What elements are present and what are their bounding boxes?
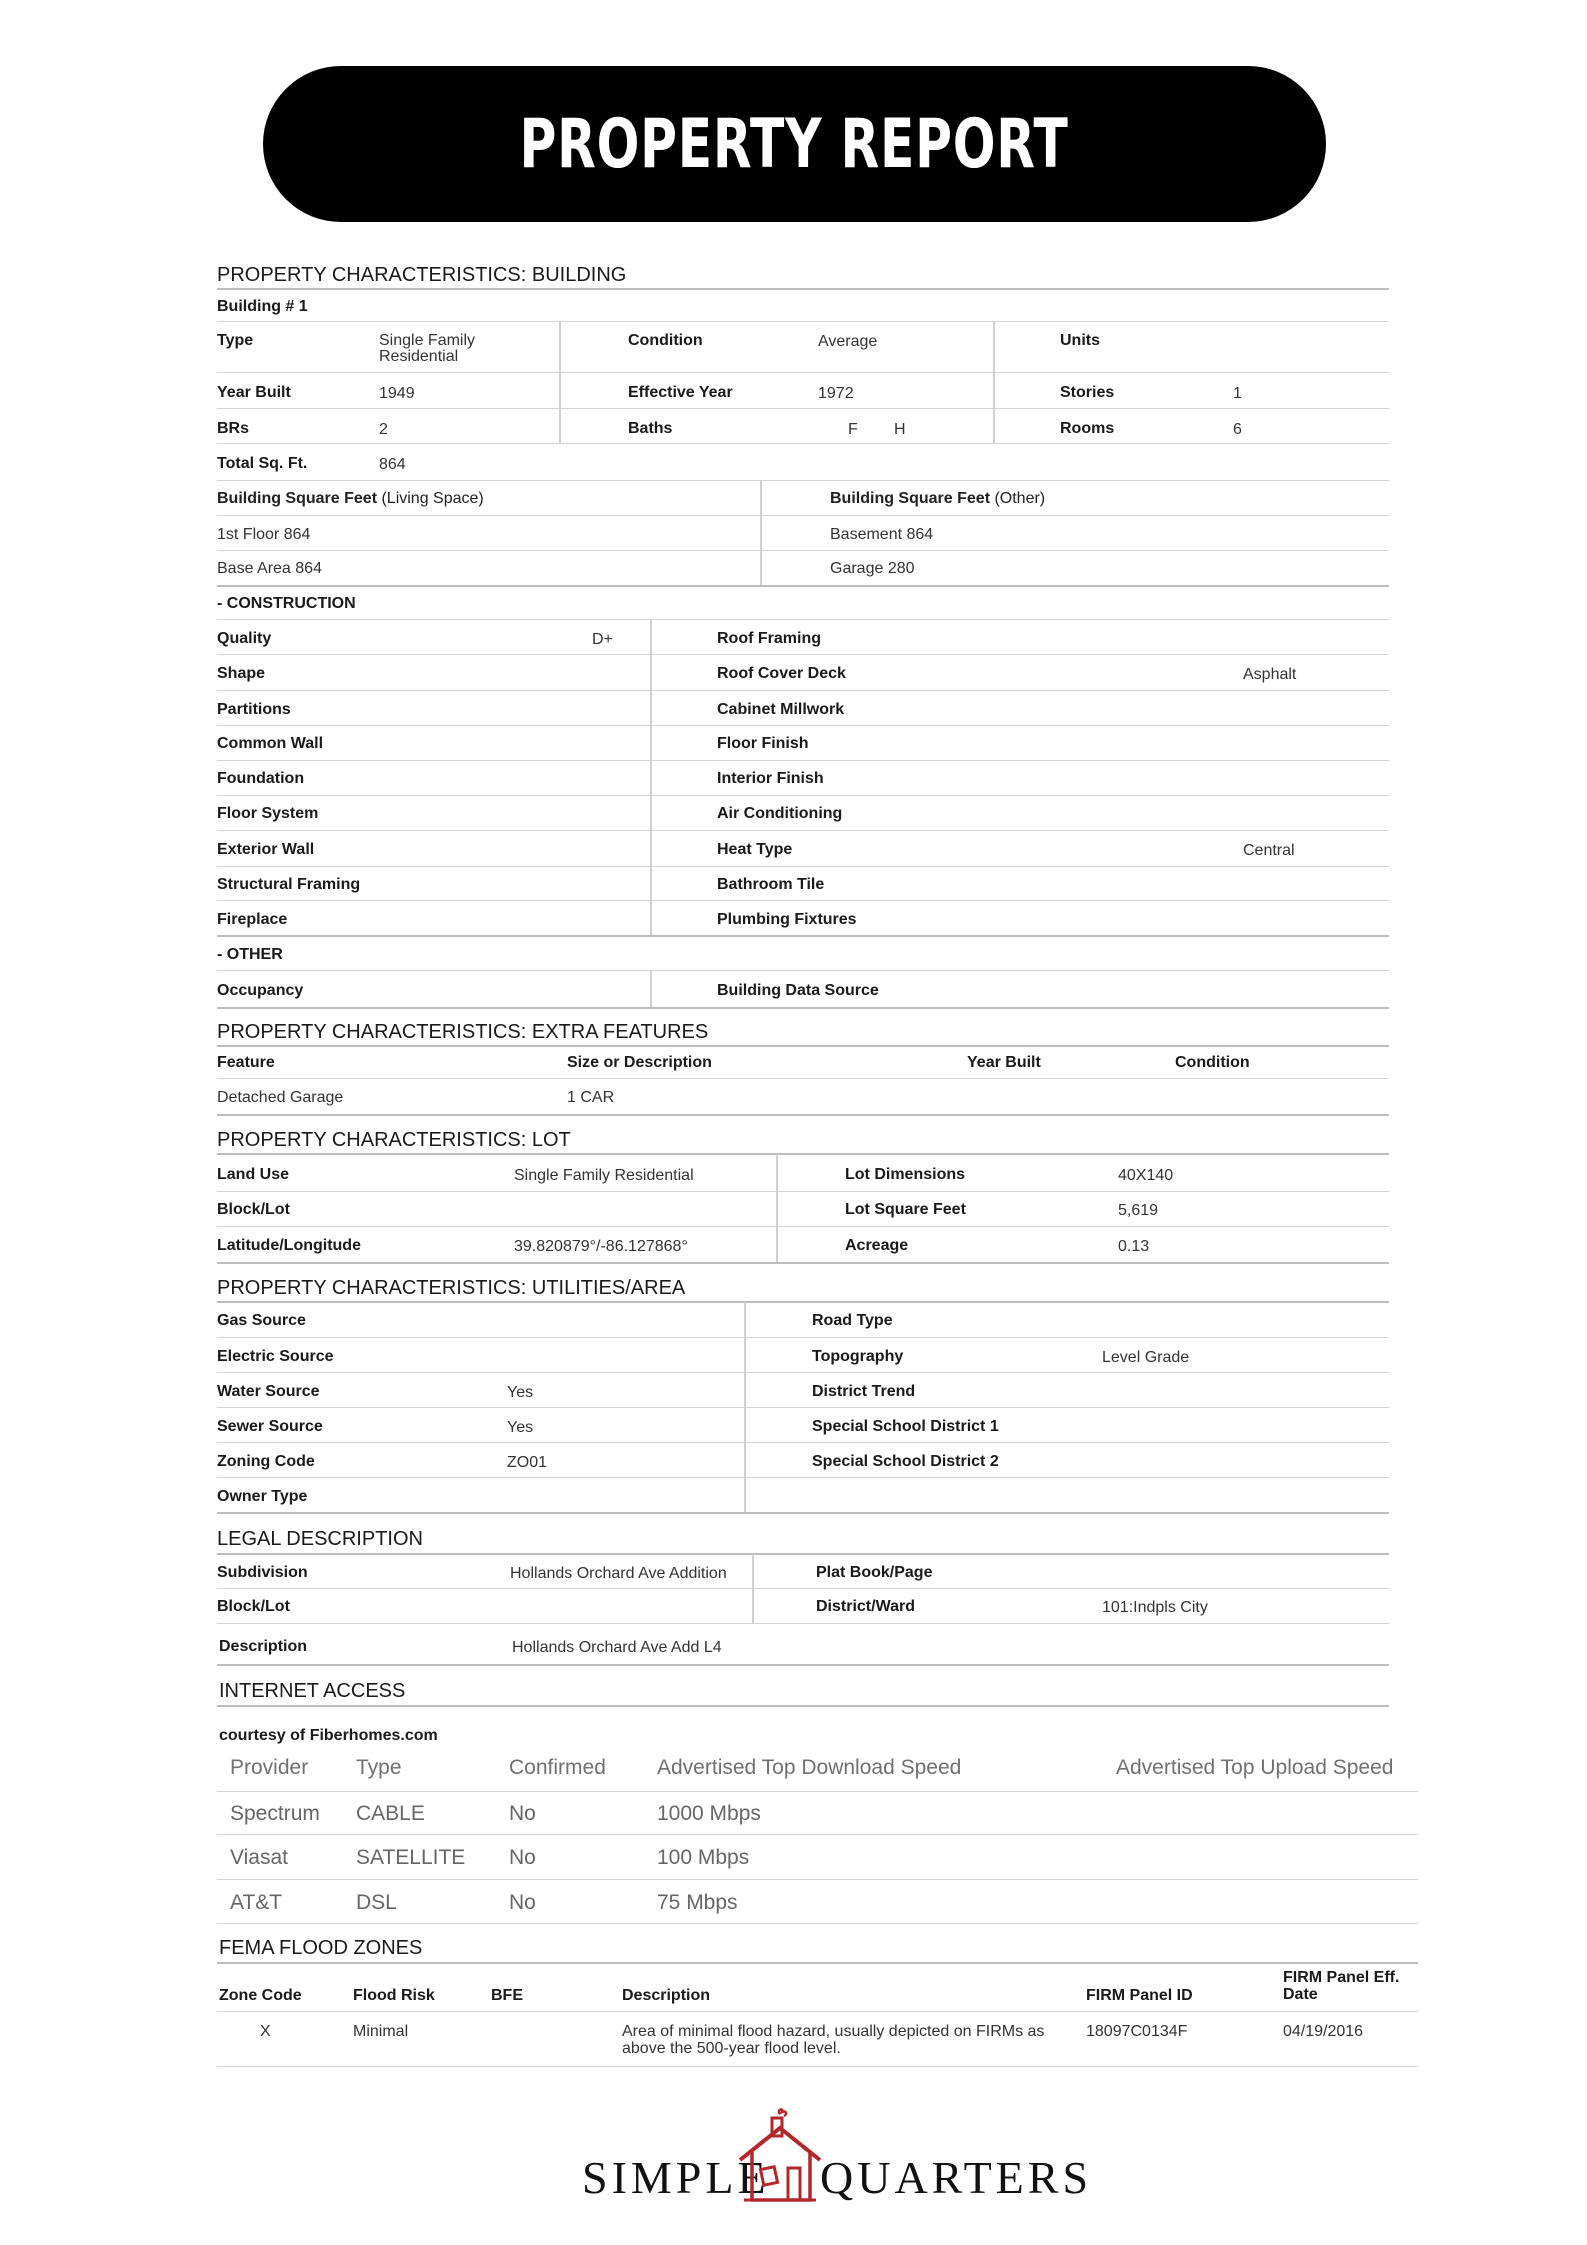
structural-framing-label: Structural Framing	[217, 876, 361, 893]
year-built-label: Year Built	[217, 384, 291, 401]
acreage-value: 0.13	[1118, 1238, 1150, 1255]
road-type-label: Road Type	[812, 1312, 893, 1329]
section-title-lot: PROPERTY CHARACTERISTICS: LOT	[217, 1129, 571, 1151]
lot-sqft-value: 5,619	[1118, 1202, 1159, 1219]
exterior-wall-label: Exterior Wall	[217, 841, 315, 858]
district-ward-label: District/Ward	[816, 1598, 915, 1615]
divider	[217, 1262, 1389, 1264]
fema-panel-id: 18097C0134F	[1086, 2023, 1188, 2040]
other-space-suffix: (Other)	[990, 490, 1046, 507]
section-title-extra-features: PROPERTY CHARACTERISTICS: EXTRA FEATURES	[217, 1021, 709, 1043]
extra-header-condition: Condition	[1175, 1054, 1250, 1071]
brs-value: 2	[379, 421, 388, 438]
divider	[217, 1512, 1389, 1514]
row-line	[217, 443, 1389, 444]
row-line	[217, 1791, 1418, 1792]
topography-label: Topography	[812, 1348, 904, 1365]
baths-half: H	[894, 421, 906, 438]
acreage-label: Acreage	[845, 1237, 909, 1254]
fema-flood-risk: Minimal	[353, 2023, 409, 2040]
fema-header-bfe: BFE	[491, 1987, 523, 2004]
row-line	[217, 1834, 1418, 1835]
column-divider	[559, 322, 561, 443]
type-label: Type	[217, 332, 254, 349]
roof-cover-value: Asphalt	[1243, 666, 1297, 683]
column-divider	[650, 971, 652, 1007]
quality-value: D+	[592, 631, 613, 648]
row-line	[217, 1588, 1389, 1589]
year-built-value: 1949	[379, 385, 415, 402]
row-line	[217, 1923, 1418, 1924]
row-line	[217, 1226, 1389, 1227]
baths-label: Baths	[628, 420, 673, 437]
logo-text-quarters: QUARTERS	[820, 2152, 1093, 2203]
row-line	[217, 1407, 1389, 1408]
water-source-value: Yes	[507, 1384, 534, 1401]
district-trend-label: District Trend	[812, 1383, 916, 1400]
row-line	[217, 654, 1389, 655]
school-district-1-label: Special School District 1	[812, 1418, 999, 1435]
fireplace-label: Fireplace	[217, 911, 288, 928]
row-line	[217, 2066, 1418, 2067]
lot-sqft-label: Lot Square Feet	[845, 1201, 966, 1218]
lot-block-lot-label: Block/Lot	[217, 1201, 290, 1218]
lot-dimensions-label: Lot Dimensions	[845, 1166, 966, 1183]
row-line	[217, 1337, 1389, 1338]
water-source-label: Water Source	[217, 1383, 320, 1400]
section-title-internet: INTERNET ACCESS	[219, 1680, 406, 1702]
building-number: Building # 1	[217, 298, 308, 315]
section-title-utilities: PROPERTY CHARACTERISTICS: UTILITIES/AREA	[217, 1277, 686, 1299]
fema-zone-code: X	[260, 2023, 271, 2040]
internet-header-confirmed: Confirmed	[509, 1756, 606, 1779]
internet-provider: Viasat	[230, 1846, 288, 1869]
extra-header-feature: Feature	[217, 1054, 275, 1071]
row-line	[217, 900, 1389, 901]
internet-provider: AT&T	[230, 1891, 283, 1914]
plat-book-label: Plat Book/Page	[816, 1564, 933, 1581]
divider	[217, 935, 1389, 937]
internet-download: 75 Mbps	[657, 1891, 738, 1914]
row-line	[217, 970, 1389, 971]
fema-header-panel-id: FIRM Panel ID	[1086, 1987, 1193, 2004]
row-line	[217, 372, 1389, 373]
divider	[217, 1007, 1389, 1009]
other-heading: - OTHER	[217, 946, 283, 963]
internet-confirmed: No	[509, 1802, 536, 1825]
logo-text-simple: SIMPLE	[582, 2152, 770, 2203]
school-district-2-label: Special School District 2	[812, 1453, 999, 1470]
zoning-code-value: ZO01	[507, 1454, 548, 1471]
column-divider	[776, 1154, 778, 1262]
lat-lon-value: 39.820879°/-86.127868°	[514, 1238, 688, 1255]
effective-year-value: 1972	[818, 385, 854, 402]
internet-courtesy: courtesy of Fiberhomes.com	[219, 1727, 438, 1744]
internet-header-download: Advertised Top Download Speed	[657, 1756, 962, 1779]
row-line	[217, 2011, 1418, 2012]
first-floor-value: 1st Floor 864	[217, 526, 311, 543]
divider	[217, 1962, 1418, 1964]
land-use-value: Single Family Residential	[514, 1167, 694, 1184]
building-data-source-label: Building Data Source	[717, 982, 879, 999]
report-title-banner	[263, 66, 1326, 222]
internet-download: 1000 Mbps	[657, 1802, 761, 1825]
legal-description-label: Description	[219, 1638, 308, 1655]
row-line	[217, 725, 1389, 726]
plumbing-fixtures-label: Plumbing Fixtures	[717, 911, 857, 928]
divider	[217, 1553, 1389, 1555]
divider	[217, 1664, 1389, 1666]
basement-value: Basement 864	[830, 526, 934, 543]
row-line	[217, 619, 1389, 620]
brs-label: BRs	[217, 420, 250, 437]
common-wall-label: Common Wall	[217, 735, 324, 752]
fema-header-zone-code: Zone Code	[219, 1987, 302, 2004]
internet-type: DSL	[356, 1891, 397, 1914]
row-line	[217, 760, 1389, 761]
row-line	[217, 1477, 1389, 1478]
living-space-label: Building Square Feet	[217, 490, 378, 507]
foundation-label: Foundation	[217, 770, 305, 787]
internet-header-upload: Advertised Top Upload Speed	[1116, 1756, 1394, 1779]
roof-cover-label: Roof Cover Deck	[717, 665, 846, 682]
occupancy-label: Occupancy	[217, 982, 304, 999]
owner-type-label: Owner Type	[217, 1488, 308, 1505]
section-title-fema: FEMA FLOOD ZONES	[219, 1937, 423, 1959]
lat-lon-label: Latitude/Longitude	[217, 1237, 361, 1254]
house-logo-icon	[736, 2108, 824, 2208]
column-divider	[993, 322, 995, 443]
extra-header-year-built: Year Built	[967, 1054, 1041, 1071]
heat-type-label: Heat Type	[717, 841, 793, 858]
report-title: PROPERTY REPORT	[519, 104, 1070, 184]
interior-finish-label: Interior Finish	[717, 770, 824, 787]
internet-confirmed: No	[509, 1846, 536, 1869]
sewer-source-label: Sewer Source	[217, 1418, 323, 1435]
fema-header-eff-date: FIRM Panel Eff. Date	[1283, 1969, 1400, 2003]
zoning-code-label: Zoning Code	[217, 1453, 315, 1470]
column-divider	[760, 481, 762, 585]
section-title-building: PROPERTY CHARACTERISTICS: BUILDING	[217, 264, 627, 286]
row-line	[217, 690, 1389, 691]
construction-heading: - CONSTRUCTION	[217, 595, 356, 612]
living-space-suffix: (Living Space)	[377, 490, 484, 507]
column-divider	[752, 1554, 754, 1623]
condition-value: Average	[818, 333, 878, 350]
extra-feature-size: 1 CAR	[567, 1089, 615, 1106]
row-line	[217, 1191, 1389, 1192]
living-space-heading	[217, 490, 484, 508]
floor-finish-label: Floor Finish	[717, 735, 809, 752]
section-title-legal: LEGAL DESCRIPTION	[217, 1528, 423, 1550]
land-use-label: Land Use	[217, 1166, 290, 1183]
garage-value: Garage 280	[830, 560, 915, 577]
divider	[217, 1301, 1389, 1303]
fema-eff-date: 04/19/2016	[1283, 2023, 1364, 2040]
rooms-label: Rooms	[1060, 420, 1115, 437]
stories-value: 1	[1233, 385, 1242, 402]
row-line	[217, 1442, 1389, 1443]
row-line	[217, 550, 1389, 551]
fema-header-flood-risk: Flood Risk	[353, 1987, 435, 2004]
row-line	[217, 830, 1389, 831]
internet-type: SATELLITE	[356, 1846, 466, 1869]
gas-source-label: Gas Source	[217, 1312, 306, 1329]
extra-header-size: Size or Description	[567, 1054, 712, 1071]
row-line	[217, 1623, 1389, 1624]
row-line	[217, 408, 1389, 409]
row-line	[217, 1078, 1389, 1079]
sewer-source-value: Yes	[507, 1419, 534, 1436]
internet-type: CABLE	[356, 1802, 425, 1825]
units-label: Units	[1060, 332, 1100, 349]
district-ward-value: 101:Indpls City	[1102, 1599, 1208, 1616]
total-sqft-label: Total Sq. Ft.	[217, 455, 308, 472]
subdivision-value: Hollands Orchard Ave Addition	[510, 1565, 727, 1582]
lot-dimensions-value: 40X140	[1118, 1167, 1174, 1184]
rooms-value: 6	[1233, 421, 1242, 438]
heat-type-value: Central	[1243, 842, 1295, 859]
row-line	[217, 866, 1389, 867]
internet-header-type: Type	[356, 1756, 402, 1779]
row-line	[217, 1372, 1389, 1373]
legal-block-lot-label: Block/Lot	[217, 1598, 290, 1615]
row-line	[217, 1879, 1418, 1880]
bathroom-tile-label: Bathroom Tile	[717, 876, 825, 893]
legal-description-value: Hollands Orchard Ave Add L4	[512, 1639, 722, 1656]
base-area-value: Base Area 864	[217, 560, 322, 577]
cabinet-millwork-label: Cabinet Millwork	[717, 701, 845, 718]
roof-framing-label: Roof Framing	[717, 630, 821, 647]
quality-label: Quality	[217, 630, 272, 647]
floor-system-label: Floor System	[217, 805, 319, 822]
topography-value: Level Grade	[1102, 1349, 1190, 1366]
divider	[217, 288, 1389, 290]
fema-header-description: Description	[622, 1987, 711, 2004]
partitions-label: Partitions	[217, 701, 291, 718]
divider	[217, 1705, 1389, 1707]
baths-full: F	[848, 421, 858, 438]
row-line	[217, 515, 1389, 516]
column-divider	[650, 620, 652, 935]
divider	[217, 1114, 1389, 1116]
total-sqft-value: 864	[379, 456, 406, 473]
internet-confirmed: No	[509, 1891, 536, 1914]
row-line	[217, 480, 1389, 481]
stories-label: Stories	[1060, 384, 1115, 401]
subdivision-label: Subdivision	[217, 1564, 308, 1581]
divider	[217, 585, 1389, 587]
other-space-heading	[830, 490, 1045, 508]
type-value: Single Family Residential	[379, 332, 476, 365]
electric-source-label: Electric Source	[217, 1348, 334, 1365]
shape-label: Shape	[217, 665, 266, 682]
internet-provider: Spectrum	[230, 1802, 320, 1825]
row-line	[217, 321, 1389, 322]
extra-feature-name: Detached Garage	[217, 1089, 344, 1106]
divider	[217, 1153, 1389, 1155]
internet-download: 100 Mbps	[657, 1846, 750, 1869]
effective-year-label: Effective Year	[628, 384, 733, 401]
internet-header-provider: Provider	[230, 1756, 309, 1779]
row-line	[217, 795, 1389, 796]
air-conditioning-label: Air Conditioning	[717, 805, 843, 822]
fema-description: Area of minimal flood hazard, usually depicted on FIRMs as above the 500-year flood level.	[622, 2023, 1045, 2057]
condition-label: Condition	[628, 332, 703, 349]
divider	[217, 1045, 1389, 1047]
other-space-label: Building Square Feet	[830, 490, 991, 507]
column-divider	[744, 1302, 746, 1512]
